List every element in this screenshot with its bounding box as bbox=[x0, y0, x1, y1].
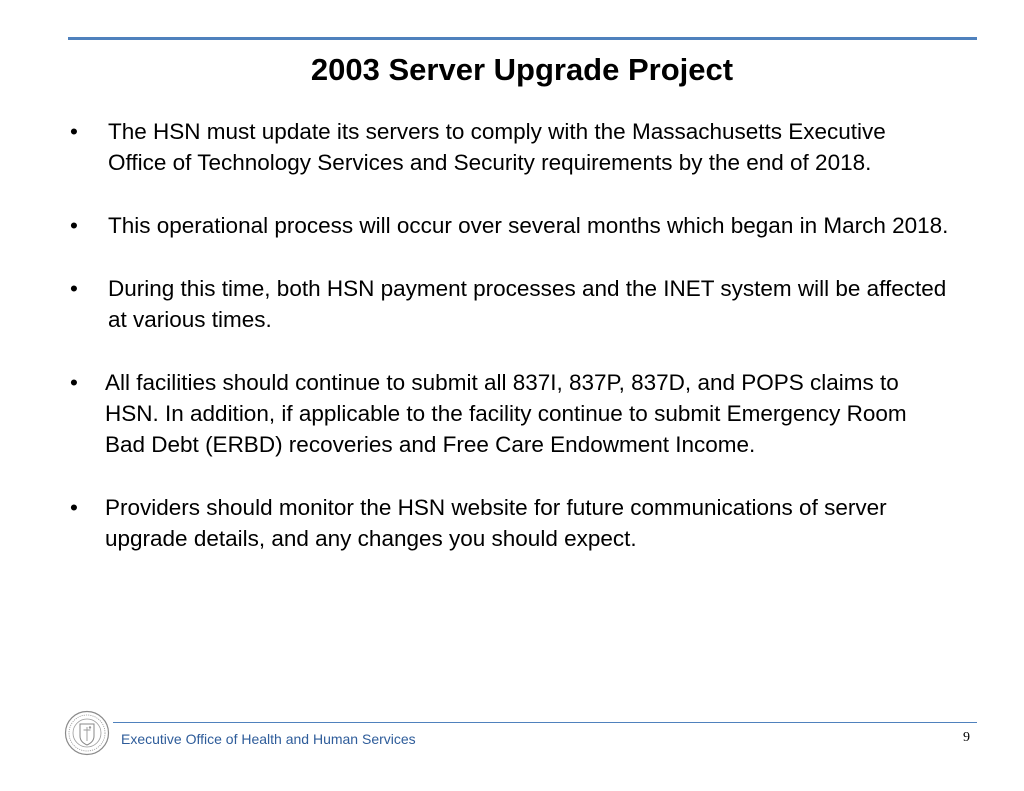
commonwealth-seal-icon bbox=[64, 710, 110, 756]
bullet-text: Providers should monitor the HSN website for future communications of server upgrade details, and any changes you should expect. bbox=[105, 495, 887, 551]
slide-title: 2003 Server Upgrade Project bbox=[310, 52, 734, 87]
bullet-item-1 bbox=[70, 116, 950, 178]
bullet-item-2 bbox=[70, 210, 950, 241]
footer-divider bbox=[113, 722, 977, 723]
bullet-item-4 bbox=[70, 367, 950, 460]
bullet-marker: • bbox=[70, 119, 78, 144]
footer-organization: Executive Office of Health and Human Services bbox=[121, 731, 416, 747]
bullet-item-3 bbox=[70, 273, 950, 335]
page-number: 9 bbox=[963, 730, 970, 745]
bullet-item-5 bbox=[70, 492, 950, 554]
bullet-marker: • bbox=[70, 495, 78, 520]
bullet-marker: • bbox=[70, 213, 78, 238]
bullet-text: All facilities should continue to submit all 837I, 837P, 837D, and POPS claims to HSN. In addition, if applicable to the facility continue to submit Emergency Room Bad Debt (ERBD) recoveries and Free Care Endowment Income. bbox=[105, 370, 907, 457]
header-divider bbox=[68, 37, 977, 40]
bullet-list bbox=[70, 116, 950, 586]
bullet-text: This operational process will occur over several months which began in March 2018. bbox=[108, 213, 949, 238]
bullet-marker: • bbox=[70, 370, 78, 395]
bullet-marker: • bbox=[70, 276, 78, 301]
bullet-text: The HSN must update its servers to comply with the Massachusetts Executive Office of Technology Services and Security requirements by the end of 2018. bbox=[108, 119, 886, 175]
bullet-text: During this time, both HSN payment processes and the INET system will be affected at various times. bbox=[108, 276, 947, 332]
